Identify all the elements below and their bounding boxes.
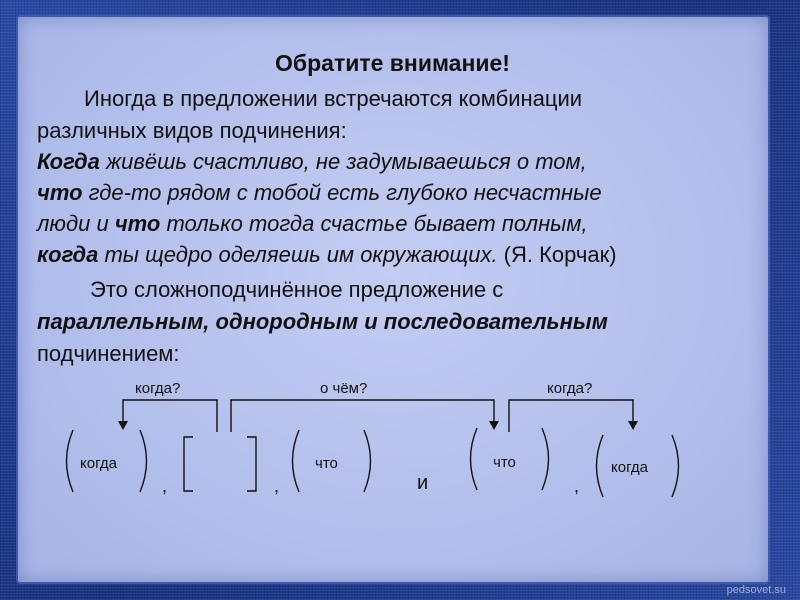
conclusion-line-1: Это сложноподчинённое предложение с <box>90 277 504 302</box>
author-attribution: (Я. Корчак) <box>497 242 617 267</box>
connector-when-2 <box>509 400 633 432</box>
clause-3-left-paren <box>471 428 478 490</box>
conjunction-chto: что <box>37 180 83 205</box>
question-label-1: когда? <box>135 380 181 397</box>
intro-line-1: Иногда в предложении встречаются комбинации <box>84 86 583 111</box>
comma-separator: , <box>162 476 168 496</box>
clause-3-word: что <box>493 454 516 471</box>
arrowhead <box>118 421 128 430</box>
conjunction-and: и <box>417 472 429 494</box>
clause-2-word: что <box>315 455 338 472</box>
clause-4-left-paren <box>597 435 604 497</box>
example-text: люди и <box>37 211 115 236</box>
comma-separator: , <box>574 476 580 496</box>
connector-about-what <box>231 400 494 432</box>
clause-1-right-paren <box>140 430 147 492</box>
connector-when-1 <box>123 400 217 432</box>
intro-line-2: различных видов подчинения: <box>37 118 347 143</box>
main-clause-left-bracket <box>184 437 193 491</box>
clause-1-left-paren <box>67 430 74 492</box>
main-clause-right-bracket <box>247 437 256 491</box>
clause-2-right-paren <box>364 430 371 492</box>
clause-2-left-paren <box>293 430 300 492</box>
conjunction-kogda: Когда <box>37 149 100 174</box>
arrowhead <box>628 421 638 430</box>
watermark: pedsovet.su <box>726 584 786 596</box>
example-text: ты щедро оделяешь им окружающих. <box>98 242 498 267</box>
example-text: живёшь счастливо, не задумываешься о том, <box>99 149 587 174</box>
example-text: только тогда счастье бывает полным, <box>160 211 588 236</box>
question-label-3: когда? <box>547 380 593 397</box>
clause-4-word: когда <box>611 459 648 476</box>
slide-title: Обратите внимание! <box>275 50 510 76</box>
conjunction-chto: что <box>114 211 161 236</box>
conclusion-line-2: параллельным, однородным и последовательным <box>37 309 608 334</box>
clause-4-right-paren <box>672 435 679 497</box>
conclusion-line-3: подчинением: <box>37 341 180 366</box>
comma-separator: , <box>274 476 280 496</box>
example-text: где-то рядом с тобой есть глубоко несчастные <box>82 180 602 205</box>
question-label-2: о чём? <box>320 380 368 397</box>
arrowhead <box>489 421 499 430</box>
conjunction-kogda: когда <box>37 242 99 267</box>
clause-1-word: когда <box>80 455 117 472</box>
clause-3-right-paren <box>542 428 549 490</box>
